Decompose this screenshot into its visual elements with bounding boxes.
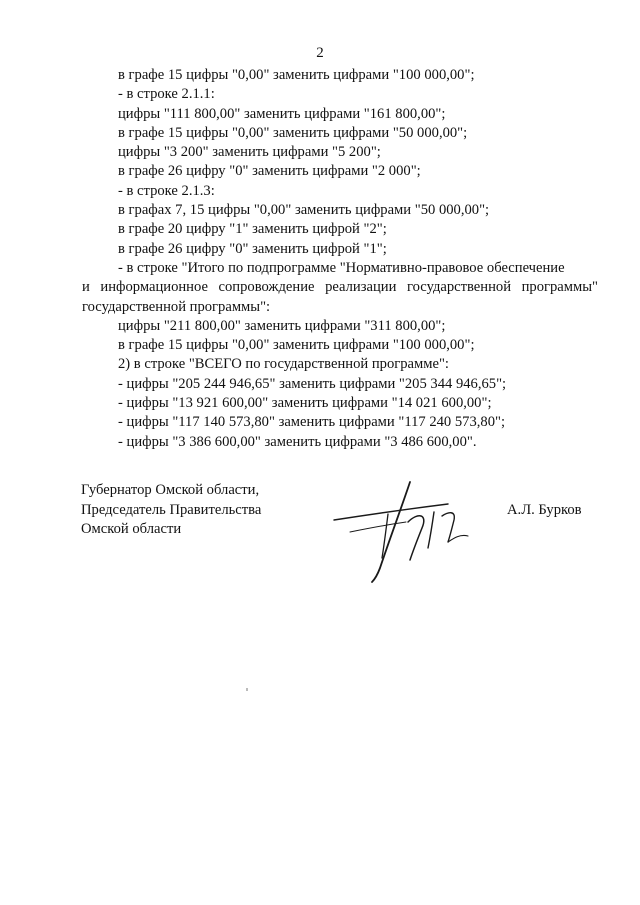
text-line: в графе 15 цифры "0,00" заменить цифрами "100 000,00"; bbox=[118, 337, 475, 354]
text-line: - в строке "Итого по подпрограмме "Нормативно-правовое обеспечение bbox=[118, 259, 565, 276]
handwritten-signature bbox=[330, 476, 480, 586]
text-line: в графе 26 цифру "0" заменить цифрами "2 000"; bbox=[118, 163, 421, 180]
text-line: в графе 20 цифру "1" заменить цифрой "2"; bbox=[118, 221, 387, 238]
text-line: - цифры "3 386 600,00" заменить цифрами "3 486 600,00". bbox=[118, 433, 477, 450]
amendment-text bbox=[82, 66, 598, 452]
text-line: цифры "111 800,00" заменить цифрами "161 800,00"; bbox=[118, 105, 446, 122]
text-line: 2) в строке "ВСЕГО по государственной программе": bbox=[118, 356, 449, 373]
signatory-title bbox=[81, 481, 261, 540]
text-line: государственной программы": bbox=[82, 298, 271, 315]
text-line: в графах 7, 15 цифры "0,00" заменить цифрами "50 000,00"; bbox=[118, 202, 490, 219]
text-line: - цифры "13 921 600,00" заменить цифрами "14 021 600,00"; bbox=[118, 395, 492, 412]
text-line: - в строке 2.1.3: bbox=[118, 182, 215, 199]
text-line: и информационное сопровождение реализации государственной программы" bbox=[82, 279, 598, 296]
signer-name: А.Л. Бурков bbox=[507, 502, 582, 518]
text-line: цифры "211 800,00" заменить цифрами "311 800,00"; bbox=[118, 317, 446, 334]
signatory-title-line: Председатель Правительства bbox=[81, 501, 262, 518]
text-line: - цифры "117 140 573,80" заменить цифрами "117 240 573,80"; bbox=[118, 414, 506, 431]
text-line: в графе 15 цифры "0,00" заменить цифрами "100 000,00"; bbox=[118, 67, 475, 83]
scan-speck bbox=[246, 688, 248, 691]
text-line: - цифры "205 244 946,65" заменить цифрами "205 344 946,65"; bbox=[118, 375, 507, 392]
signatory-title-line: Губернатор Омской области, bbox=[81, 482, 260, 498]
text-line: в графе 15 цифры "0,00" заменить цифрами "50 000,00"; bbox=[118, 124, 468, 141]
text-line: цифры "3 200" заменить цифрами "5 200"; bbox=[118, 144, 381, 161]
page-number: 2 bbox=[316, 45, 324, 61]
signatory-title-line: Омской области bbox=[81, 521, 182, 537]
text-line: - в строке 2.1.1: bbox=[118, 86, 215, 103]
text-line: в графе 26 цифру "0" заменить цифрой "1"; bbox=[118, 240, 387, 257]
